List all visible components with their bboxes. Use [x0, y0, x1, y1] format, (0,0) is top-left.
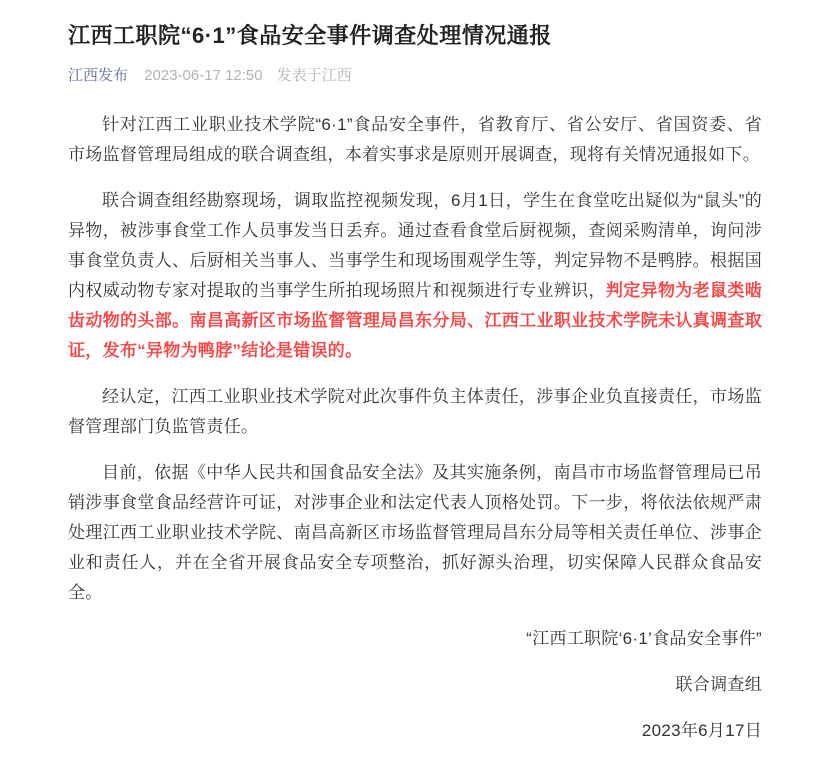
signoff-date: 2023年6月17日 — [641, 721, 762, 740]
paragraph-responsibility-text: 经认定，江西工业职业技术学院对此次事件负主体责任，涉事企业负直接责任，市场监督管理部门负监管责任。 — [68, 387, 762, 436]
paragraph-measures-text: 目前，依据《中华人民共和国食品安全法》及其实施条例，南昌市市场监督管理局已吊销涉事食堂食品经营许可证，对涉事企业和法定代表人顶格处罚。下一步，将依法依规严肃处理江西工业职业技术学院、南昌高新区市场监督管理局昌东分局等相关责任单位、涉事企业和责任人，并在全省开展食品安全专项整治，抓好源头治理，切实保障人民群众食品安全。 — [68, 463, 762, 602]
paragraph-intro — [68, 110, 762, 170]
highlighted-finding-text: 判定异物为老鼠类啮齿动物的头部。南昌高新区市场监督管理局昌东分局、江西工业职业技术学院未认真调查取证，发布“异物为鸭脖”结论是错误的。 — [68, 281, 762, 360]
paragraph-measures — [68, 458, 762, 608]
publish-datetime: 2023-06-17 12:50 — [144, 67, 263, 84]
publish-location: 发表于江西 — [276, 67, 352, 84]
paragraph-responsibility — [68, 382, 762, 442]
paragraph-investigation-text: 联合调查组经勘察现场，调取监控视频发现，6月1日，学生在食堂吃出疑似为“鼠头”的异物，被涉事食堂工作人员事发当日丢弃。通过查看食堂后厨视频，查阅采购清单，询问涉事食堂负责人、后厨相关当事人、当事学生和现场围观学生等，判定异物不是鸭脖。根据国内权威动物专家对提取的当事学生所拍现场照片和视频进行专业辨识， — [68, 191, 762, 300]
paragraph-intro-text: 针对江西工业职业技术学院“6·1”食品安全事件，省教育厅、省公安厅、省国资委、省市场监督管理局组成的联合调查组，本着实事求是原则开展调查，现将有关情况通报如下。 — [68, 115, 762, 164]
article-content — [68, 110, 762, 746]
signoff-group: 联合调查组 — [675, 675, 762, 694]
account-name-link[interactable]: 江西发布 — [68, 67, 129, 84]
signoff-event-quote: “江西工职院‘6·1’食品安全事件” — [526, 629, 762, 648]
paragraph-investigation — [68, 186, 762, 366]
byline — [68, 65, 762, 86]
article-title: 江西工职院“6·1”食品安全事件调查处理情况通报 — [68, 23, 552, 48]
